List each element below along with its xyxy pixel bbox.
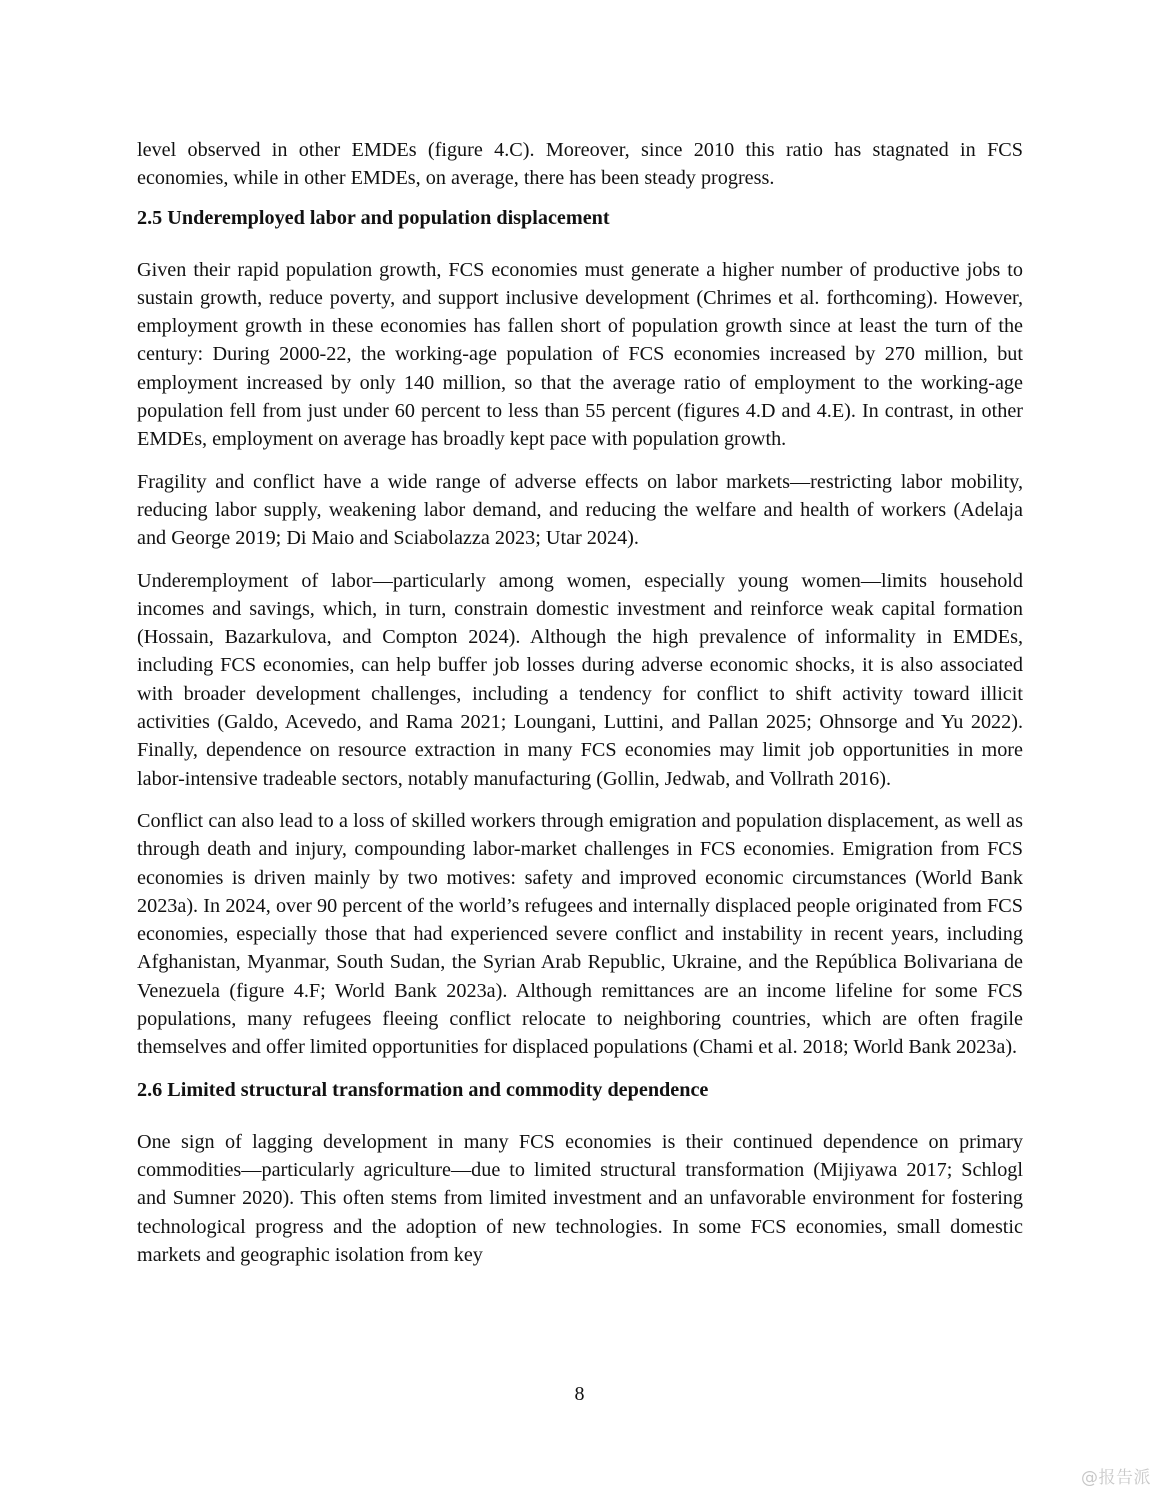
page-number: 8 xyxy=(574,1383,585,1405)
paragraph-intro: level observed in other EMDEs (figure 4.C). Moreover, since 2010 this ratio has stagnated in FCS economies, while in other EMDEs, on average, there has been steady progress. xyxy=(137,139,1023,190)
paragraph-displacement: Conflict can also lead to a loss of skilled workers through emigration and population displacement, as well as through death and injury, compounding labor-market challenges in FCS economies. Emigration from FCS economies is driven mainly by two motives: safety and improved economic circumstances (World Bank 2023a). In 2024, over 90 percent of the world’s refugees and internally displaced people originated from FCS economies, especially those that had experienced severe conflict and instability in recent years, including Afghanistan, Myanmar, South Sudan, the Syrian Arab Republic, Ukraine, and the República Bolivariana de Venezuela (figure 4.F; World Bank 2023a). Although remittances are an income lifeline for some FCS populations, many refugees fleeing conflict relocate to neighboring countries, which are often fragile themselves and offer limited opportunities for displaced populations (Chami et al. 2018; World Bank 2023a). xyxy=(137,809,1023,1059)
paragraph-commodity-dependence: One sign of lagging development in many FCS economies is their continued dependence on primary commodities—particularly agriculture—due to limited structural transformation (Mijiyawa 2017; Schlogl and Sumner 2020). This often stems from limited investment and an unfavorable environment for fostering technological progress and the adoption of new technologies. In some FCS economies, small domestic markets and geographic isolation from key xyxy=(137,1130,1023,1266)
paragraph-underemployment: Underemployment of labor—particularly among women, especially young women—limits household incomes and savings, which, in turn, constrain domestic investment and reinforce weak capital formation (Hossain, Bazarkulova, and Compton 2024). Although the high prevalence of informality in EMDEs, including FCS economies, can help buffer job losses during adverse economic shocks, it is also associated with broader development challenges, including a tendency for conflict to shift activity toward illicit activities (Galdo, Acevedo, and Rama 2021; Loungani, Luttini, and Pallan 2025; Ohnsorge and Yu 2022). Finally, dependence on resource extraction in many FCS economies may limit job opportunities in more labor-intensive tradeable sectors, notably manufacturing (Gollin, Jedwab, and Vollrath 2016). xyxy=(137,569,1023,790)
section-heading-2-5: 2.5 Underemployed labor and population displacement xyxy=(137,206,610,229)
paragraph-population-growth: Given their rapid population growth, FCS economies must generate a higher number of productive jobs to sustain growth, reduce poverty, and support inclusive development (Chrimes et al. forthcoming). However, employment growth in these economies has fallen short of population growth since at least the turn of the century: During 2000-22, the working-age population of FCS economies increased by 270 million, but employment increased by only 140 million, so that the average ratio of employment to the working-age population fell from just under 60 percent to less than 55 percent (figures 4.D and 4.E). In contrast, in other EMDEs, employment on average has broadly kept pace with population growth. xyxy=(137,258,1023,451)
page-content xyxy=(137,136,1023,1269)
paragraph-labor-market-effects: Fragility and conflict have a wide range of adverse effects on labor markets—restricting labor mobility, reducing labor supply, weakening labor demand, and reducing the welfare and health of workers (Adelaja and George 2019; Di Maio and Sciabolazza 2023; Utar 2024). xyxy=(137,470,1023,550)
watermark: @报告派 xyxy=(1081,1468,1151,1488)
section-heading-2-6: 2.6 Limited structural transformation and commodity dependence xyxy=(137,1078,709,1101)
